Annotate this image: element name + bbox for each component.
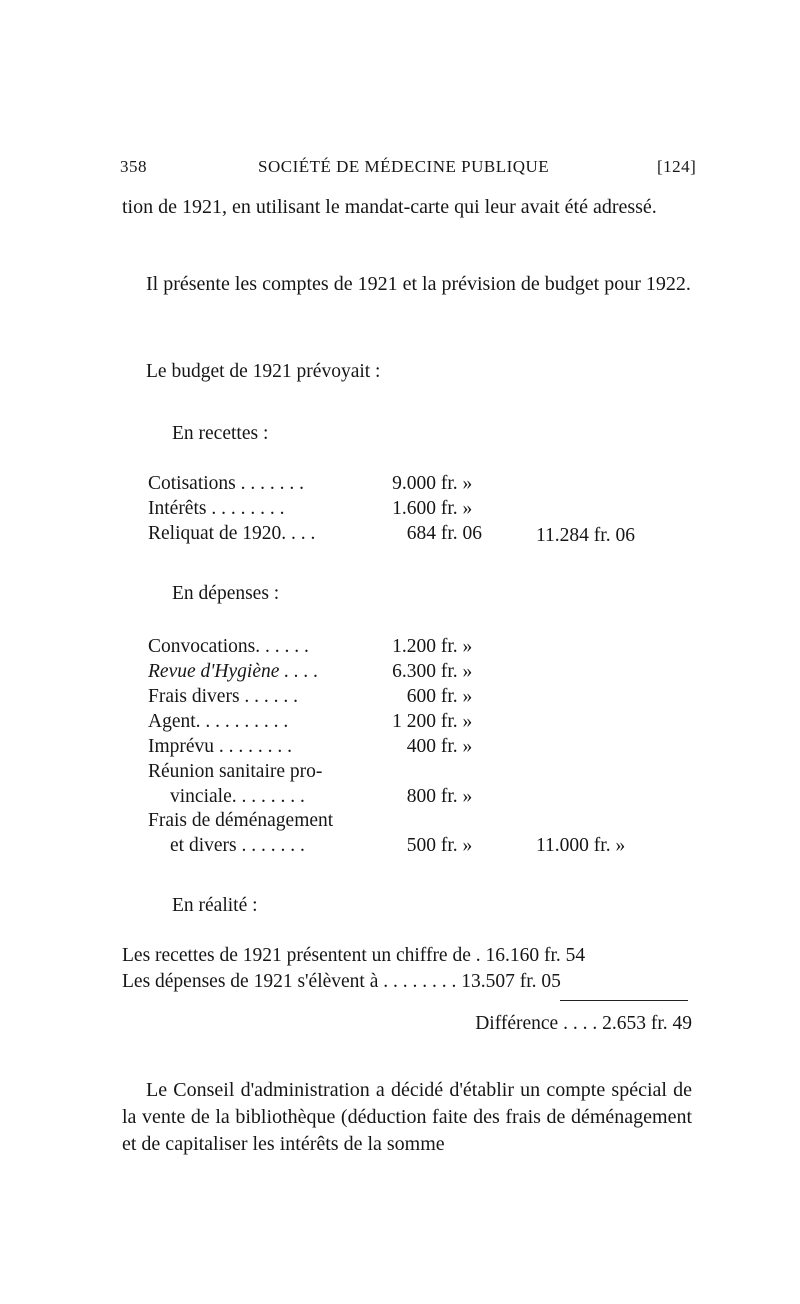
amount-value: 1 200: [392, 711, 436, 732]
amount-value: 9.000: [392, 473, 436, 494]
recettes-row-amount: [386, 472, 498, 496]
amount-unit: fr.: [440, 686, 458, 707]
amount-value: 500: [406, 835, 436, 856]
amount-cents: »: [462, 835, 473, 856]
amount-unit: fr.: [440, 835, 458, 856]
recettes-heading: En recettes :: [172, 423, 269, 444]
recettes-row-amount: [386, 497, 498, 521]
depenses-row-label: vinciale. . . . . . . .: [170, 786, 305, 807]
depenses-row-amount: [386, 834, 498, 858]
depenses-row-label: Imprévu . . . . . . . .: [148, 736, 293, 757]
amount-cents: »: [462, 736, 473, 757]
realite-depenses-line: Les dépenses de 1921 s'élèvent à . . . . . . . . 13.507 fr. 05: [122, 971, 561, 992]
depenses-row-amount: [386, 685, 498, 709]
amount-cents: »: [462, 686, 473, 707]
amount-unit: fr.: [440, 711, 458, 732]
amount-unit: fr.: [440, 661, 458, 682]
amount-unit: fr.: [440, 523, 458, 544]
amount-value: 1.600: [392, 498, 436, 519]
realite-difference-line: Différence . . . . 2.653 fr. 49: [475, 1013, 692, 1034]
recettes-row-label: Reliquat de 1920. . . .: [148, 523, 316, 544]
amount-value: 684: [406, 523, 436, 544]
amount-value: 6.300: [392, 661, 436, 682]
amount-unit: fr.: [440, 736, 458, 757]
amount-unit: fr.: [440, 473, 458, 494]
amount-cents: »: [462, 711, 473, 732]
amount-unit: fr.: [440, 636, 458, 657]
depenses-row-label: Agent. . . . . . . . . .: [148, 711, 289, 732]
realite-heading: En réalité :: [172, 895, 258, 916]
depenses-row-amount: [386, 735, 498, 759]
depenses-row-label: Convocations. . . . . .: [148, 636, 309, 657]
recettes-total: 11.284 fr. 06: [536, 525, 635, 546]
amount-value: 1.200: [392, 636, 436, 657]
recettes-row-amount: [386, 522, 498, 546]
paragraph-budget-intro: Le budget de 1921 prévoyait :: [146, 361, 381, 382]
running-title: SOCIÉTÉ DE MÉDECINE PUBLIQUE: [258, 157, 550, 176]
amount-cents: »: [462, 636, 473, 657]
depenses-heading: En dépenses :: [172, 583, 280, 604]
depenses-total: 11.000 fr. »: [536, 835, 626, 856]
depenses-row-label: Frais divers . . . . . .: [148, 686, 299, 707]
sum-rule: [560, 1000, 688, 1002]
depenses-row-label: Revue d'Hygiène . . . .: [148, 661, 319, 682]
amount-cents: 06: [462, 523, 483, 544]
paragraph-conseil: Le Conseil d'administration a décidé d'établir un compte spécial de la vente de la bibliothèque (déduction faite des frais de déménagement et de capitaliser les intérêts de la somme: [122, 1079, 692, 1155]
amount-value: 800: [406, 786, 436, 807]
amount-cents: »: [462, 661, 473, 682]
depenses-row-label: Réunion sanitaire pro-: [148, 761, 323, 782]
recettes-row-label: Cotisations . . . . . . .: [148, 473, 305, 494]
bracket-page-number: [124]: [657, 157, 697, 176]
amount-cents: »: [462, 473, 473, 494]
amount-value: 400: [406, 736, 436, 757]
depenses-row-amount: [386, 635, 498, 659]
depenses-row-amount: [386, 660, 498, 684]
depenses-row-label: et divers . . . . . . .: [170, 835, 305, 856]
amount-unit: fr.: [440, 498, 458, 519]
depenses-row-amount: [386, 785, 498, 809]
recettes-row-label: Intérêts . . . . . . . .: [148, 498, 285, 519]
page-number: 358: [120, 157, 147, 176]
amount-cents: »: [462, 786, 473, 807]
depenses-row-label: Frais de déménagement: [148, 810, 334, 831]
paragraph-continuation: tion de 1921, en utilisant le mandat-carte qui leur avait été adressé.: [122, 196, 657, 218]
paragraph-comptes: Il présente les comptes de 1921 et la prévision de budget pour 1922.: [146, 273, 691, 295]
amount-value: 600: [406, 686, 436, 707]
amount-unit: fr.: [440, 786, 458, 807]
amount-cents: »: [462, 498, 473, 519]
realite-recettes-line: Les recettes de 1921 présentent un chiffre de . 16.160 fr. 54: [122, 945, 586, 966]
depenses-row-amount: [386, 710, 498, 734]
